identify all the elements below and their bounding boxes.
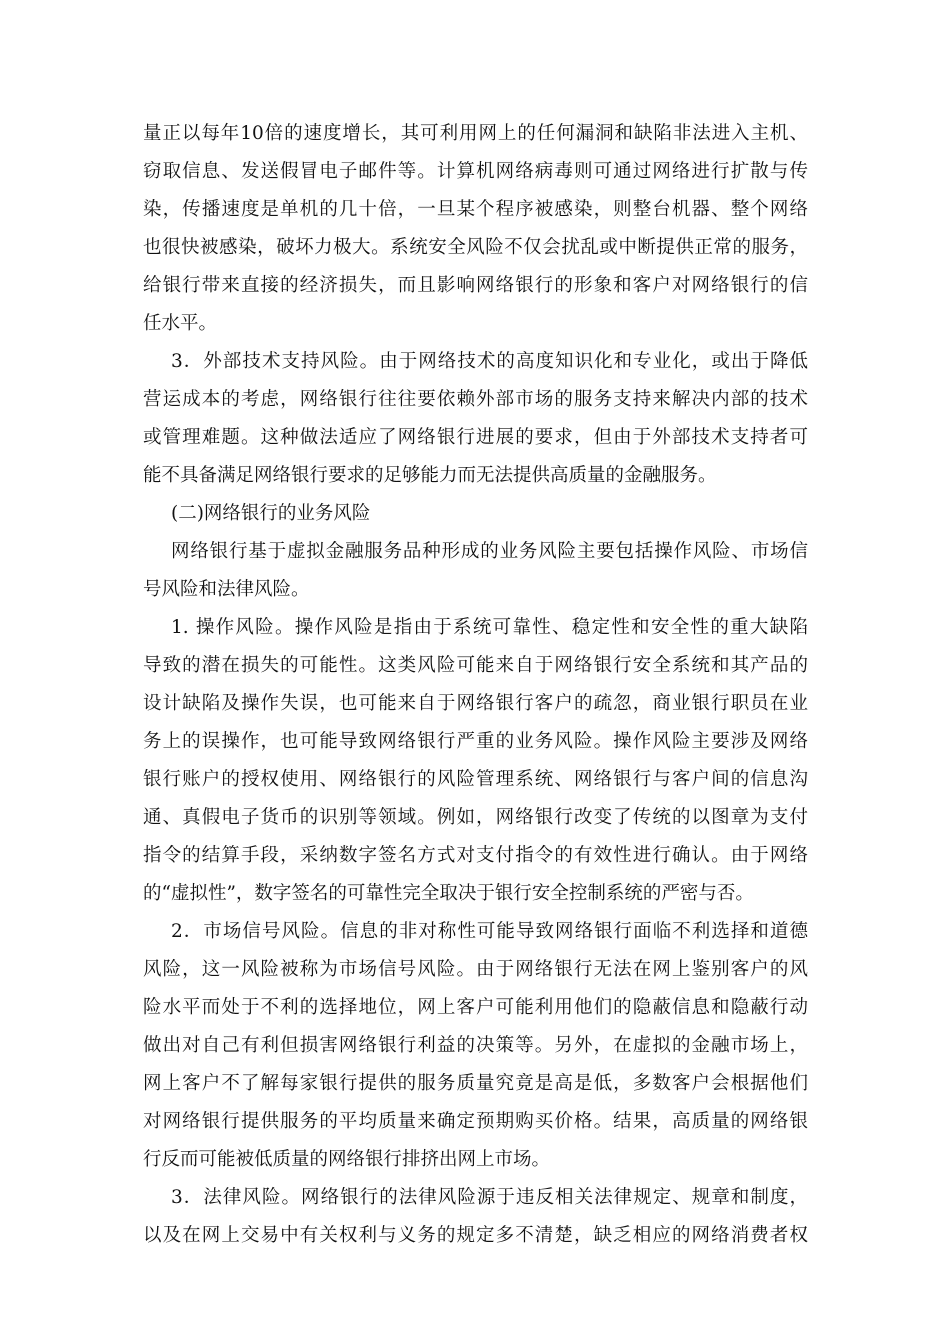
text-line: 做出对自己有利但损害网络银行利益的决策等。另外，在虚拟的金融市场上， bbox=[143, 1035, 808, 1056]
text-line: 能不具备满足网络银行要求的足够能力而无法提供高质量的金融服务。 bbox=[143, 465, 717, 486]
text-line: 或管理难题。这种做法适应了网络银行进展的要求，但由于外部技术支持者可 bbox=[143, 427, 808, 448]
text-line: 营运成本的考虑，网络银行往往要依赖外部市场的服务支持来解决内部的技术 bbox=[143, 389, 808, 410]
text-line: 网上客户不了解每家银行提供的服务质量究竟是高是低，多数客户会根据他们 bbox=[143, 1073, 808, 1094]
section-heading: (二)网络银行的业务风险 bbox=[171, 503, 371, 524]
text-line: 通、真假电子货币的识别等领域。例如，网络银行改变了传统的以图章为支付 bbox=[143, 807, 808, 828]
text-line: 给银行带来直接的经济损失，而且影响网络银行的形象和客户对网络银行的信 bbox=[143, 275, 808, 296]
text-line: 银行账户的授权使用、网络银行的风险管理系统、网络银行与客户间的信息沟 bbox=[143, 769, 808, 790]
text-line: 网络银行基于虚拟金融服务品种形成的业务风险主要包括操作风险、市场信 bbox=[171, 541, 808, 562]
text-line: 染，传播速度是单机的几十倍，一旦某个程序被感染，则整台机器、整个网络 bbox=[143, 199, 808, 220]
text-line: 1. 操作风险。操作风险是指由于系统可靠性、稳定性和安全性的重大缺陷 bbox=[171, 617, 808, 638]
text-line: 3．法律风险。网络银行的法律风险源于违反相关法律规定、规章和制度， bbox=[171, 1187, 808, 1208]
text-line: 务上的误操作，也可能导致网络银行严重的业务风险。操作风险主要涉及网络 bbox=[143, 731, 808, 752]
text-line: 设计缺陷及操作失误，也可能来自于网络银行客户的疏忽，商业银行职员在业 bbox=[143, 693, 808, 714]
text-line: 号风险和法律风险。 bbox=[143, 579, 310, 600]
text-line: 风险，这一风险被称为市场信号风险。由于网络银行无法在网上鉴别客户的风 bbox=[143, 959, 808, 980]
text-line: 也很快被感染，破坏力极大。系统安全风险不仅会扰乱或中断提供正常的服务， bbox=[143, 237, 808, 258]
text-line: 量正以每年10倍的速度增长，其可利用网上的任何漏洞和缺陷非法进入主机、 bbox=[143, 123, 808, 144]
text-line: 行反而可能被低质量的网络银行排挤出网上市场。 bbox=[143, 1149, 551, 1170]
text-line: 2．市场信号风险。信息的非对称性可能导致网络银行面临不利选择和道德 bbox=[171, 921, 808, 942]
text-line: 的“虚拟性”，数字签名的可靠性完全取决于银行安全控制系统的严密与否。 bbox=[143, 883, 754, 904]
document-body bbox=[143, 115, 808, 1255]
text-line: 3．外部技术支持风险。由于网络技术的高度知识化和专业化，或出于降低 bbox=[171, 351, 808, 372]
text-line: 指令的结算手段，采纳数字签名方式对支付指令的有效性进行确认。由于网络 bbox=[143, 845, 808, 866]
text-line: 导致的潜在损失的可能性。这类风险可能来自于网络银行安全系统和其产品的 bbox=[143, 655, 808, 676]
text-line: 窃取信息、发送假冒电子邮件等。计算机网络病毒则可通过网络进行扩散与传 bbox=[143, 161, 808, 182]
text-line: 任水平。 bbox=[143, 313, 218, 334]
text-line: 险水平而处于不利的选择地位，网上客户可能利用他们的隐蔽信息和隐蔽行动 bbox=[143, 997, 808, 1018]
text-line: 对网络银行提供服务的平均质量来确定预期购买价格。结果，高质量的网络银 bbox=[143, 1111, 808, 1132]
text-line: 以及在网上交易中有关权利与义务的规定多不清楚，缺乏相应的网络消费者权 bbox=[143, 1225, 808, 1246]
